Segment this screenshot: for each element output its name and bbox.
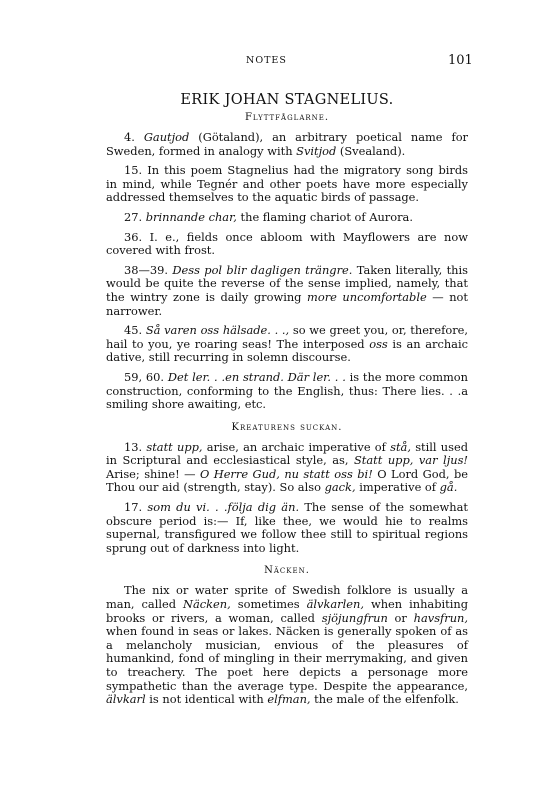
swedish-quote: älvkarlen, xyxy=(306,597,364,612)
note-text: or xyxy=(387,610,414,625)
note-paragraph xyxy=(106,324,468,365)
note-line-ref: 36. xyxy=(124,229,143,244)
swedish-quote: Så varen oss hälsade. . ., xyxy=(145,323,290,338)
note-text: Taken literally, this would be quite the reverse of the sense implied, namely, that the wintry zone is daily growing xyxy=(106,262,469,304)
note-text: The nix or water sprite of Swedish folklore is usually a man, called xyxy=(106,583,468,612)
note-text: is an archaic dative, still recurring in solemn discourse. xyxy=(106,336,468,365)
swedish-quote: Det ler. . .en strand. Där ler. . . xyxy=(167,369,346,384)
note-paragraph xyxy=(106,231,468,258)
swedish-quote: sjöjungfrun xyxy=(321,610,388,625)
swedish-quote: Svitjod xyxy=(296,143,337,158)
swedish-quote: brinnande char, xyxy=(145,209,237,224)
note-line-ref: 13. xyxy=(124,439,143,454)
running-title: NOTES xyxy=(246,55,287,66)
section-title: Näcken. xyxy=(264,565,310,577)
note-paragraph xyxy=(106,131,468,158)
note-text: sometimes xyxy=(230,597,307,612)
note-text: when found in seas or lakes. Näcken is generally spoken of as a melancholy musician, envious of the pleasures of humankind, fond of mingling in their merrymaking, and given to treachery. The poet here depicts a personage more sympathetic than the average type. Despite the appearance, xyxy=(106,624,468,693)
swedish-quote: more uncomfortable xyxy=(307,289,427,304)
note-paragraph xyxy=(106,584,468,706)
note-text: In this poem Stagnelius had the migratory song birds in mind, while Tegnér and other poets have more especially addressed themselves to the aquatic birds of passage. xyxy=(106,163,468,205)
swedish-quote: Näcken, xyxy=(183,597,231,612)
note-line-ref: 59, 60. xyxy=(124,369,165,384)
running-head xyxy=(0,53,541,69)
note-line-ref: 27. xyxy=(124,209,143,224)
note-text: I. e., fields once abloom with Mayflowers are now covered with frost. xyxy=(106,229,468,258)
swedish-quote: stå, xyxy=(390,439,411,454)
swedish-quote: gå. xyxy=(439,480,458,495)
note-text: The sense of the somewhat obscure period is:— If, like thee, we would hie to realms supernal, transfigured we follow thee still to spiritual regions sprung out of darkness into light. xyxy=(106,500,468,555)
swedish-quote: O Herre Gud, nu statt oss bi! xyxy=(199,466,373,481)
swedish-quote: Statt upp, var ljus! xyxy=(353,453,468,468)
note-text: the flaming chariot of Aurora. xyxy=(236,209,413,224)
note-line-ref: 45. xyxy=(124,323,143,338)
note-text: when inhabiting brooks or rivers, a woman, called xyxy=(106,597,468,625)
section-title: Kreaturens suckan. xyxy=(231,421,343,433)
note-text: — not narrower. xyxy=(106,289,468,318)
author-heading: ERIK JOHAN STAGNELIUS. xyxy=(180,92,394,108)
note-line-ref: 17. xyxy=(124,500,143,515)
notes-sections xyxy=(106,112,468,707)
note-text: (Svealand). xyxy=(336,143,406,158)
note-paragraph xyxy=(106,501,468,555)
swedish-quote: som du vi. . .följa dig än. xyxy=(147,500,300,515)
swedish-quote: Gautjod xyxy=(143,130,190,144)
swedish-quote: Dess pol blir dagligen trängre. xyxy=(172,262,353,277)
note-text: arise, an archaic imperative of xyxy=(202,439,391,454)
swedish-quote: elfman, xyxy=(267,692,311,707)
swedish-quote: älvkarl xyxy=(106,692,146,707)
note-paragraph xyxy=(106,371,468,412)
notes-content xyxy=(106,92,468,717)
note-text: the male of the elfenfolk. xyxy=(310,692,459,707)
swedish-quote: oss xyxy=(369,336,388,351)
swedish-quote: statt upp, xyxy=(146,439,203,454)
note-text: Arise; shine! — xyxy=(106,466,200,481)
note-text: still used in Scriptural and ecclesiastical style, as, xyxy=(106,439,469,468)
note-paragraph xyxy=(106,441,468,495)
swedish-quote: gack, xyxy=(324,480,356,495)
note-line-ref: 4. xyxy=(124,130,135,144)
note-paragraph xyxy=(106,211,468,225)
swedish-quote: havsfrun, xyxy=(413,610,469,625)
note-text: is not identical with xyxy=(145,692,268,707)
note-text: O Lord God, be Thou our aid (strength, stay). So also xyxy=(106,466,468,495)
note-text: imperative of xyxy=(355,480,440,495)
note-paragraph xyxy=(106,264,468,318)
page-number: 101 xyxy=(448,53,473,68)
note-paragraph xyxy=(106,164,468,205)
note-text: (Götaland), an arbitrary poetical name for Sweden, formed in analogy with xyxy=(106,130,468,158)
note-line-ref: 38—39. xyxy=(124,262,168,277)
section-title: Flyttfåglarne. xyxy=(244,112,330,123)
note-text: is the more common construction, conforming to the English, thus: There lies. . .a smiling shore awaiting, etc. xyxy=(106,369,469,412)
note-text: so we greet you, or, therefore, hail to you, ye roaring seas! The interposed xyxy=(106,323,468,351)
note-line-ref: 15. xyxy=(124,163,143,178)
